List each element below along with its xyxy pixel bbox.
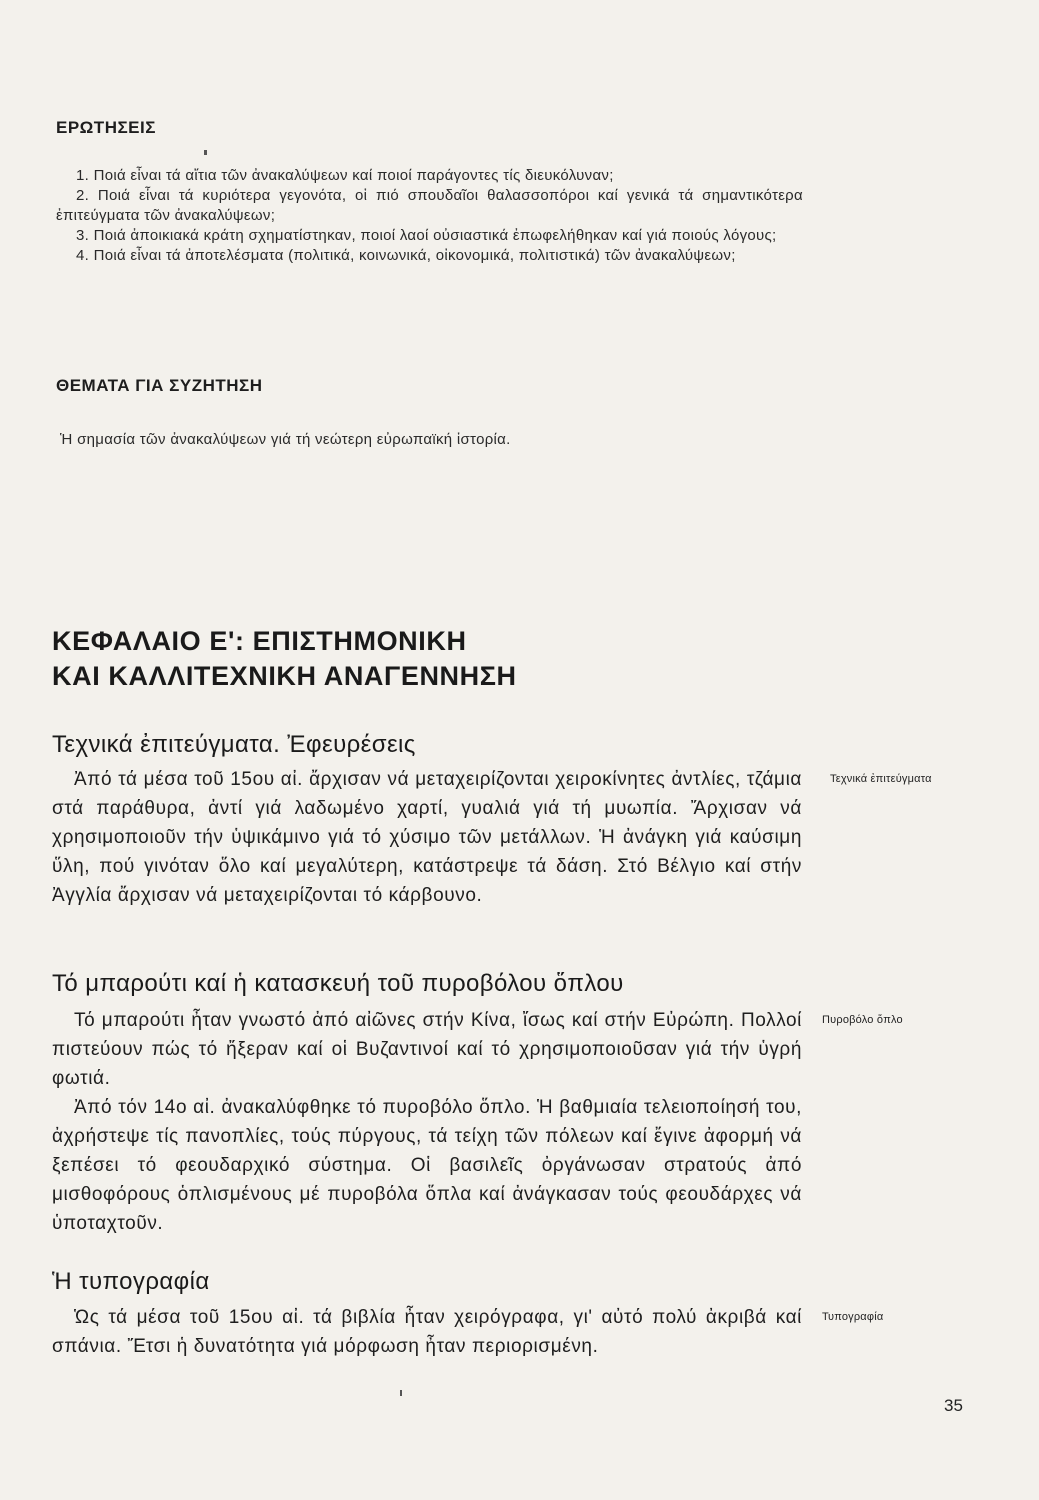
paragraph: Ἀπό τόν 14ο αἰ. ἀνακαλύφθηκε τό πυροβόλο ὅπλο. Ἡ βαθμιαία τελειοποίησή του, ἀχρήστεψε τίς πανοπλίες, τούς πύργους, τά τείχη τῶν πόλεων καί ἔγινε ἀφορμή νά ξεπέσει τό φεουδαρχικό σύστημα. Οἱ βασιλεῖς ὀργάνωσαν στρατούς ἀπό μισθοφόρους ὁπλισμένους μέ πυροβόλα ὅπλα καί ἀνάγκασαν τούς φεουδάρχες νά ὑποταχτοῦν. bbox=[52, 1097, 802, 1234]
paragraph: Τό μπαρούτι ἦταν γνωστό ἀπό αἰῶνες στήν Κίνα, ἴσως καί στήν Εὐρώπη. Πολλοί πιστεύουν πώς τό ἤξεραν καί οἱ Βυζαντινοί καί τό χρησιμοποιοῦσαν γιά τήν ὑγρή φωτιά. bbox=[52, 1010, 802, 1089]
page-number: 35 bbox=[944, 1396, 963, 1415]
chapter-title-line-2: ΚΑΙ ΚΑΛΛΙΤΕΧΝΙΚΗ ΑΝΑΓΕΝΝΗΣΗ bbox=[52, 661, 517, 691]
question-1: 1. Ποιά εἶναι τά αἴτια τῶν ἀνακαλύψεων καί ποιοί παράγοντες τίς διευκόλυναν; bbox=[76, 167, 614, 184]
question-2: 2. Ποιά εἶναι τά κυριότερα γεγονότα, οἱ πιό σπουδαῖοι θαλασσοπόροι καί γενικά τά σημαντικότερα ἐπιτεύγματα τῶν ἀνακαλύψεων; bbox=[56, 187, 803, 224]
discussion-heading: ΘΕΜΑΤΑ ΓΙΑ ΣΥΖΗΤΗΣΗ bbox=[56, 376, 263, 395]
question-4: 4. Ποιά εἶναι τά ἀποτελέσματα (πολιτικά, κοινωνικά, οἰκονομικά, πολιτιστικά) τῶν ἀνακαλύψεων; bbox=[76, 247, 736, 264]
section-title-printing: Ἡ τυπογραφία bbox=[52, 1268, 210, 1295]
print-mark bbox=[400, 1390, 402, 1396]
question-3: 3. Ποιά ἀποικιακά κράτη σχηματίστηκαν, ποιοί λαοί οὐσιαστικά ἐπωφελήθηκαν καί γιά ποιούς λόγους; bbox=[76, 227, 777, 244]
section-body-technical bbox=[52, 765, 802, 910]
margin-note-technical: Τεχνικά ἐπιτεύγματα bbox=[830, 773, 932, 785]
margin-note-gunpowder: Πυροβόλο ὅπλο bbox=[822, 1014, 903, 1026]
section-title-technical: Τεχνικά ἐπιτεύγματα. Ἐφευρέσεις bbox=[52, 731, 416, 758]
section-body-gunpowder bbox=[52, 1006, 802, 1238]
section-body-printing bbox=[52, 1303, 802, 1361]
chapter-title bbox=[52, 624, 517, 694]
questions-list bbox=[56, 166, 803, 266]
section-title-gunpowder: Τό μπαρούτι καί ἡ κατασκευή τοῦ πυροβόλου ὅπλου bbox=[52, 970, 624, 997]
discussion-text: Ἡ σημασία τῶν ἀνακαλύψεων γιά τή νεώτερη εὐρωπαϊκή ἱστορία. bbox=[60, 431, 511, 448]
print-mark bbox=[204, 150, 207, 155]
paragraph: Ὡς τά μέσα τοῦ 15ου αἰ. τά βιβλία ἦταν χειρόγραφα, γι' αὐτό πολύ ἀκριβά καί σπάνια. Ἔτσι ἡ δυνατότητα γιά μόρφωση ἦταν περιορισμένη. bbox=[52, 1307, 802, 1357]
paragraph: Ἀπό τά μέσα τοῦ 15ου αἰ. ἄρχισαν νά μεταχειρίζονται χειροκίνητες ἀντλίες, τζάμια στά παράθυρα, ἀντί γιά λαδωμένο χαρτί, γυαλιά γιά τή μυωπία. Ἄρχισαν νά χρησιμοποιοῦν τήν ὑψικάμινο γιά τό χύσιμο τῶν μετάλλων. Ἡ ἀνάγκη γιά καύσιμη ὕλη, πού γινόταν ὅλο καί μεγαλύτερη, κατάστρεψε τά δάση. Στό Βέλγιο καί στήν Ἀγγλία ἄρχισαν νά μεταχειρίζονται τό κάρβουνο. bbox=[52, 769, 802, 906]
margin-note-printing: Τυπογραφία bbox=[822, 1311, 884, 1323]
questions-heading: ΕΡΩΤΗΣΕΙΣ bbox=[56, 118, 156, 137]
chapter-title-line-1: ΚΕΦΑΛΑΙΟ Ε': ΕΠΙΣΤΗΜΟΝΙΚΗ bbox=[52, 626, 467, 656]
